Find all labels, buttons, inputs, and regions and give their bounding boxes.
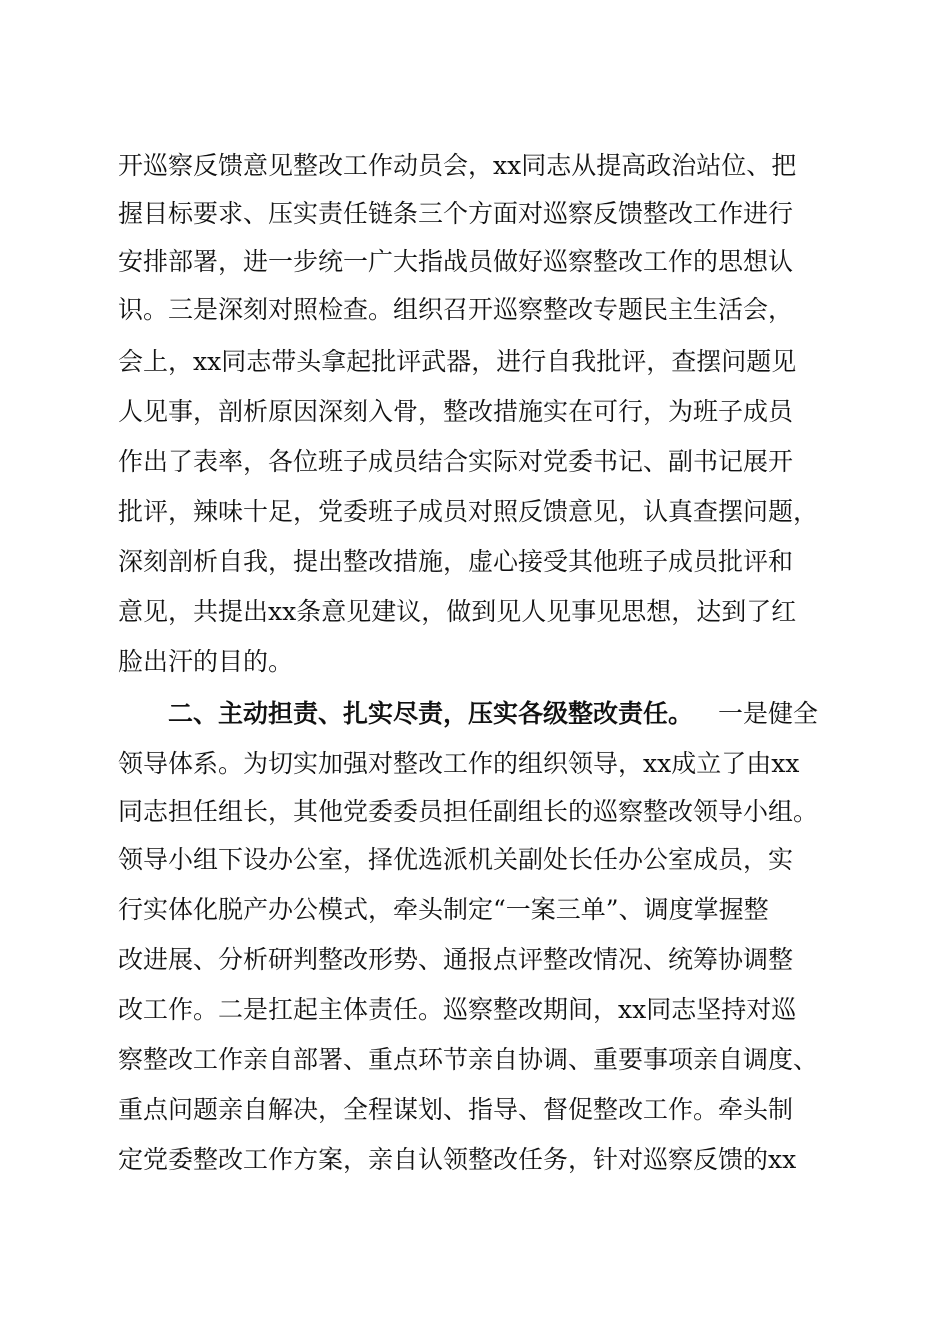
text-line-4: 识。三是深刻对照检查。组织召开巡察整改专题民主生活会， xyxy=(118,295,794,324)
text-line-2: 握目标要求、压实责任链条三个方面对巡察反馈整改工作进行 xyxy=(118,199,794,228)
text-line-3: 安排部署，进一步统一广大指战员做好巡察整改工作的思想认 xyxy=(118,247,794,276)
text-line-9: 深刻剖析自我，提出整改措施，虚心接受其他班子成员批评和 xyxy=(118,547,794,576)
text-line-5: 会上，xx同志带头拿起批评武器，进行自我批评，查摆问题见 xyxy=(118,347,797,376)
text-line-14: 领导小组下设办公室，择优选派机关副处长任办公室成员，实 xyxy=(118,845,794,874)
text-line-6: 人见事，剖析原因深刻入骨，整改措施实在可行，为班子成员 xyxy=(118,397,794,426)
section-heading-line xyxy=(0,690,950,738)
section-heading: 二、主动担责、扎实尽责，压实各级整改责任。 xyxy=(168,699,694,728)
text-line-20: 定党委整改工作方案，亲自认领整改任务，针对巡察反馈的xx xyxy=(118,1145,797,1174)
text-line-11: 脸出汗的目的。 xyxy=(118,647,294,676)
text-line-8: 批评，辣味十足，党委班子成员对照反馈意见，认真查摆问题， xyxy=(118,497,819,526)
text-line-1: 开巡察反馈意见整改工作动员会，xx同志从提高政治站位、把 xyxy=(118,151,797,180)
text-line-16: 改进展、分析研判整改形势、通报点评整改情况、统筹协调整 xyxy=(118,945,794,974)
text-line-15: 行实体化脱产办公模式，牵头制定“一案三单”、调度掌握整 xyxy=(118,895,769,924)
text-line-7: 作出了表率，各位班子成员结合实际对党委书记、副书记展开 xyxy=(118,447,794,476)
text-line-12: 领导体系。为切实加强对整改工作的组织领导，xx成立了由xx xyxy=(118,749,800,778)
text-line-19: 重点问题亲自解决，全程谋划、指导、督促整改工作。牵头制 xyxy=(118,1095,794,1124)
text-line-17: 改工作。二是扛起主体责任。巡察整改期间，xx同志坚持对巡 xyxy=(118,995,797,1024)
section-heading-tail: 一是健全 xyxy=(718,699,819,728)
text-line-18: 察整改工作亲自部署、重点环节亲自协调、重要事项亲自调度、 xyxy=(118,1045,819,1074)
text-line-13: 同志担任组长，其他党委委员担任副组长的巡察整改领导小组。 xyxy=(118,797,819,826)
text-line-10: 意见，共提出xx条意见建议，做到见人见事见思想，达到了红 xyxy=(118,597,797,626)
